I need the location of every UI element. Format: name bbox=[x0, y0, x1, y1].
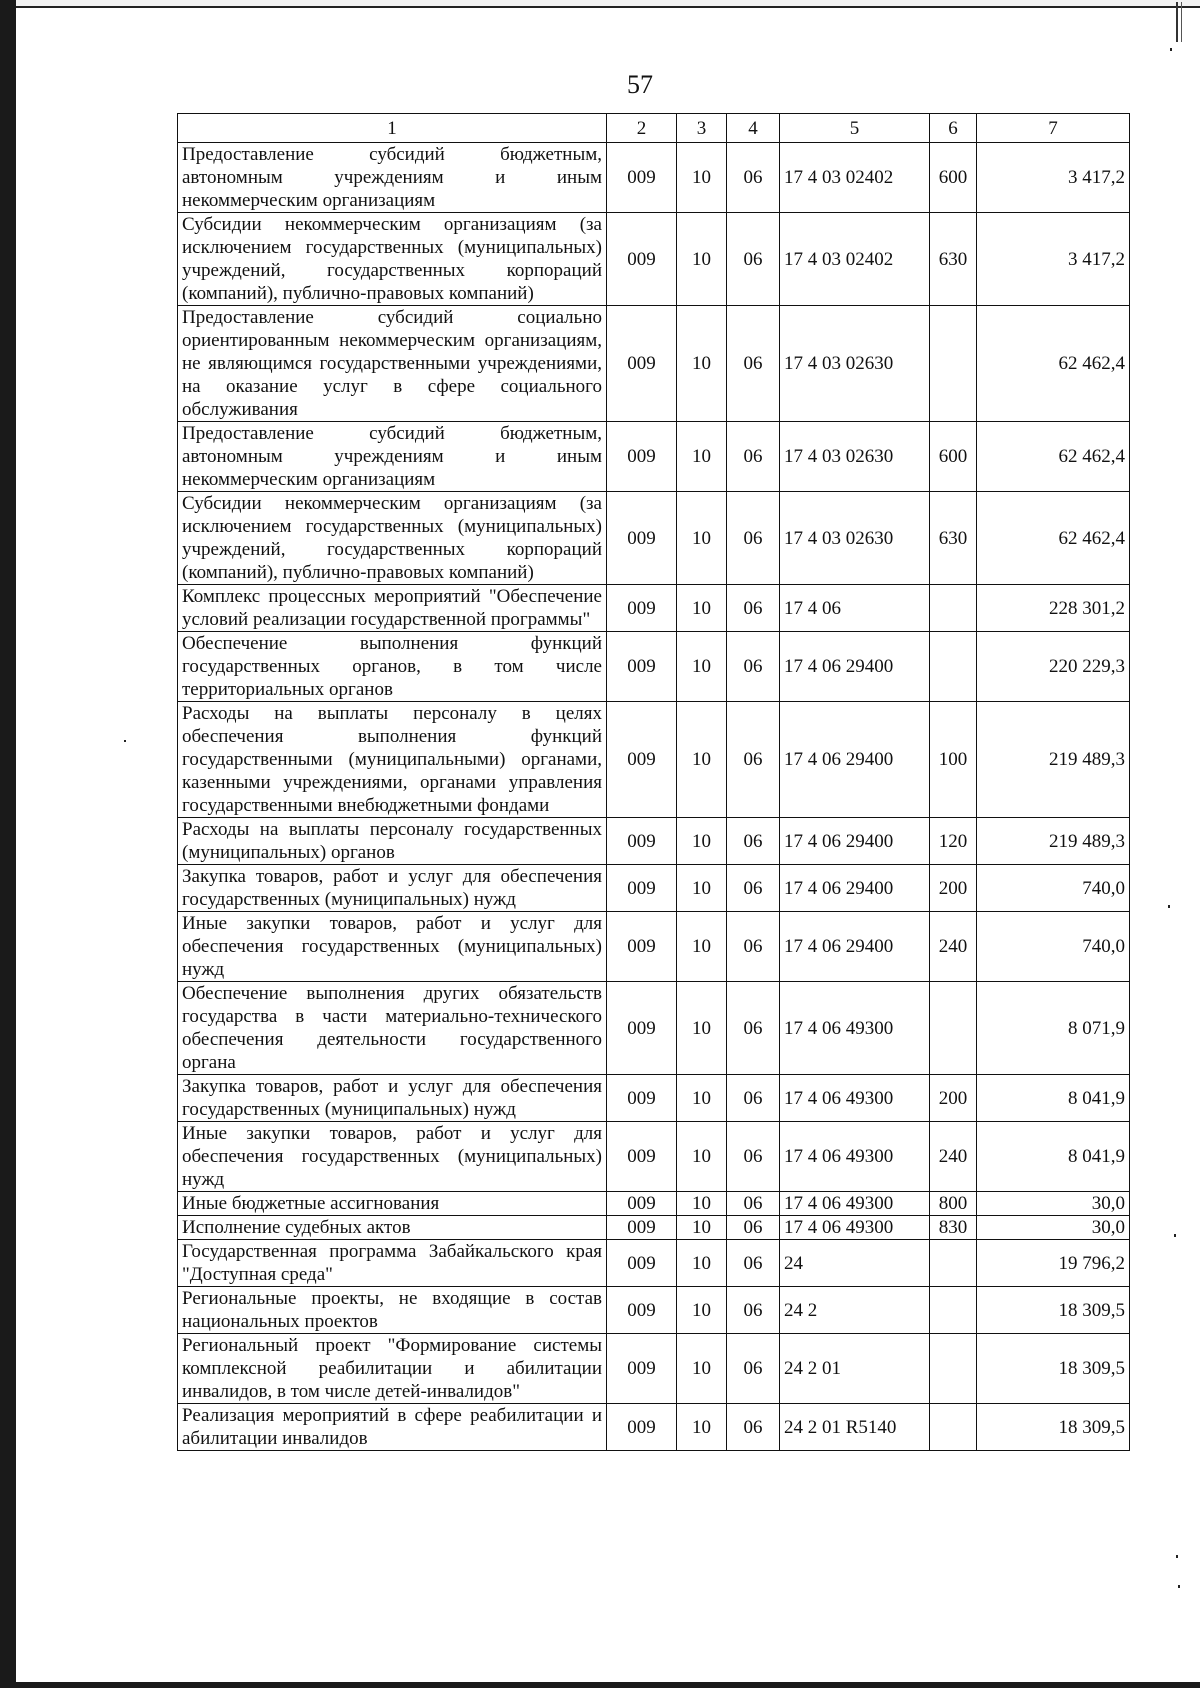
row-target-article-cell: 17 4 06 49300 bbox=[780, 1216, 930, 1240]
row-grbs-cell: 009 bbox=[607, 632, 677, 702]
row-name-cell: Предоставление субсидий бюджетным, автономным учреждениям и иным некоммерческим организациям bbox=[178, 143, 607, 213]
row-subsection-cell: 06 bbox=[727, 982, 780, 1075]
row-target-article-cell: 24 bbox=[780, 1240, 930, 1287]
row-grbs-cell: 009 bbox=[607, 912, 677, 982]
row-subsection-cell: 06 bbox=[727, 492, 780, 585]
row-section-cell: 10 bbox=[677, 422, 727, 492]
row-target-article-cell: 17 4 06 49300 bbox=[780, 1075, 930, 1122]
row-section-cell: 10 bbox=[677, 912, 727, 982]
row-section-cell: 10 bbox=[677, 1122, 727, 1192]
row-target-article-cell: 17 4 06 49300 bbox=[780, 1122, 930, 1192]
row-grbs-cell: 009 bbox=[607, 492, 677, 585]
row-name-cell: Региональные проекты, не входящие в состав национальных проектов bbox=[178, 1287, 607, 1334]
row-section-cell: 10 bbox=[677, 306, 727, 422]
row-grbs-cell: 009 bbox=[607, 865, 677, 912]
row-subsection-cell: 06 bbox=[727, 1192, 780, 1216]
table-row bbox=[178, 1240, 1130, 1287]
scan-speck bbox=[1174, 1234, 1176, 1237]
row-subsection-cell: 06 bbox=[727, 818, 780, 865]
row-section-cell: 10 bbox=[677, 1404, 727, 1451]
row-expense-type-cell bbox=[930, 585, 977, 632]
row-target-article-cell: 17 4 03 02402 bbox=[780, 143, 930, 213]
row-subsection-cell: 06 bbox=[727, 1287, 780, 1334]
column-header-4: 4 bbox=[727, 114, 780, 143]
row-expense-type-cell bbox=[930, 982, 977, 1075]
row-subsection-cell: 06 bbox=[727, 213, 780, 306]
column-header-5: 5 bbox=[780, 114, 930, 143]
row-subsection-cell: 06 bbox=[727, 1075, 780, 1122]
row-section-cell: 10 bbox=[677, 1240, 727, 1287]
row-name-cell: Комплекс процессных мероприятий "Обеспечение условий реализации государственной программы" bbox=[178, 585, 607, 632]
row-grbs-cell: 009 bbox=[607, 1404, 677, 1451]
row-name-cell: Иные закупки товаров, работ и услуг для обеспечения государственных (муниципальных) нужд bbox=[178, 1122, 607, 1192]
row-expense-type-cell: 600 bbox=[930, 422, 977, 492]
scan-left-edge bbox=[0, 0, 16, 1688]
row-section-cell: 10 bbox=[677, 702, 727, 818]
row-name-cell: Субсидии некоммерческим организациям (за исключением государственных (муниципальных) учреждений, государственных корпораций (компаний), публично-правовых компаний) bbox=[178, 492, 607, 585]
table-row bbox=[178, 982, 1130, 1075]
row-amount-cell: 62 462,4 bbox=[977, 306, 1130, 422]
table-row bbox=[178, 1404, 1130, 1451]
table-row bbox=[178, 213, 1130, 306]
row-grbs-cell: 009 bbox=[607, 1122, 677, 1192]
row-section-cell: 10 bbox=[677, 143, 727, 213]
row-name-cell: Обеспечение выполнения функций государственных органов, в том числе территориальных органов bbox=[178, 632, 607, 702]
row-grbs-cell: 009 bbox=[607, 422, 677, 492]
table-row bbox=[178, 632, 1130, 702]
row-grbs-cell: 009 bbox=[607, 585, 677, 632]
row-amount-cell: 30,0 bbox=[977, 1216, 1130, 1240]
row-subsection-cell: 06 bbox=[727, 1240, 780, 1287]
row-section-cell: 10 bbox=[677, 1192, 727, 1216]
row-name-cell: Исполнение судебных актов bbox=[178, 1216, 607, 1240]
row-name-cell: Иные закупки товаров, работ и услуг для обеспечения государственных (муниципальных) нужд bbox=[178, 912, 607, 982]
row-target-article-cell: 17 4 03 02630 bbox=[780, 422, 930, 492]
row-section-cell: 10 bbox=[677, 1075, 727, 1122]
table-row bbox=[178, 1216, 1130, 1240]
column-header-7: 7 bbox=[977, 114, 1130, 143]
row-expense-type-cell bbox=[930, 1240, 977, 1287]
row-grbs-cell: 009 bbox=[607, 306, 677, 422]
scan-binding-mark bbox=[1176, 2, 1182, 42]
scan-speck bbox=[1178, 1585, 1180, 1588]
row-expense-type-cell: 100 bbox=[930, 702, 977, 818]
row-target-article-cell: 17 4 06 29400 bbox=[780, 632, 930, 702]
row-grbs-cell: 009 bbox=[607, 1075, 677, 1122]
row-section-cell: 10 bbox=[677, 865, 727, 912]
row-expense-type-cell bbox=[930, 1404, 977, 1451]
row-amount-cell: 18 309,5 bbox=[977, 1404, 1130, 1451]
row-amount-cell: 18 309,5 bbox=[977, 1287, 1130, 1334]
row-name-cell: Региональный проект "Формирование системы комплексной реабилитации и абилитации инвалидов, в том числе детей-инвалидов" bbox=[178, 1334, 607, 1404]
table-row bbox=[178, 702, 1130, 818]
column-header-3: 3 bbox=[677, 114, 727, 143]
row-grbs-cell: 009 bbox=[607, 982, 677, 1075]
row-amount-cell: 19 796,2 bbox=[977, 1240, 1130, 1287]
row-subsection-cell: 06 bbox=[727, 1122, 780, 1192]
table-row bbox=[178, 1122, 1130, 1192]
scan-speck bbox=[1170, 48, 1172, 51]
row-expense-type-cell: 800 bbox=[930, 1192, 977, 1216]
scan-speck bbox=[1176, 1555, 1178, 1558]
table-row bbox=[178, 492, 1130, 585]
row-target-article-cell: 24 2 01 bbox=[780, 1334, 930, 1404]
scan-speck bbox=[124, 740, 126, 742]
row-expense-type-cell: 200 bbox=[930, 865, 977, 912]
table-row bbox=[178, 143, 1130, 213]
row-section-cell: 10 bbox=[677, 982, 727, 1075]
row-expense-type-cell: 830 bbox=[930, 1216, 977, 1240]
row-name-cell: Расходы на выплаты персоналу в целях обеспечения выполнения функций государственными (муниципальными) органами, казенными учреждениями, органами управления государственными внебюджетными фондами bbox=[178, 702, 607, 818]
row-amount-cell: 8 041,9 bbox=[977, 1122, 1130, 1192]
scan-bottom-edge bbox=[0, 1682, 1200, 1688]
row-expense-type-cell bbox=[930, 632, 977, 702]
row-subsection-cell: 06 bbox=[727, 1404, 780, 1451]
row-name-cell: Обеспечение выполнения других обязательств государства в части материально-технического обеспечения деятельности государственного органа bbox=[178, 982, 607, 1075]
row-target-article-cell: 17 4 06 29400 bbox=[780, 912, 930, 982]
row-grbs-cell: 009 bbox=[607, 1240, 677, 1287]
row-amount-cell: 62 462,4 bbox=[977, 422, 1130, 492]
row-grbs-cell: 009 bbox=[607, 1216, 677, 1240]
row-amount-cell: 228 301,2 bbox=[977, 585, 1130, 632]
row-expense-type-cell bbox=[930, 1287, 977, 1334]
row-section-cell: 10 bbox=[677, 1216, 727, 1240]
row-expense-type-cell: 240 bbox=[930, 912, 977, 982]
row-amount-cell: 8 041,9 bbox=[977, 1075, 1130, 1122]
table-header-row bbox=[178, 114, 1130, 143]
page-number: 57 bbox=[627, 70, 653, 99]
row-subsection-cell: 06 bbox=[727, 1334, 780, 1404]
row-amount-cell: 30,0 bbox=[977, 1192, 1130, 1216]
row-amount-cell: 740,0 bbox=[977, 912, 1130, 982]
row-subsection-cell: 06 bbox=[727, 1216, 780, 1240]
column-header-1: 1 bbox=[178, 114, 607, 143]
row-name-cell: Государственная программа Забайкальского края "Доступная среда" bbox=[178, 1240, 607, 1287]
row-target-article-cell: 24 2 01 R5140 bbox=[780, 1404, 930, 1451]
row-name-cell: Закупка товаров, работ и услуг для обеспечения государственных (муниципальных) нужд bbox=[178, 865, 607, 912]
row-section-cell: 10 bbox=[677, 632, 727, 702]
row-amount-cell: 18 309,5 bbox=[977, 1334, 1130, 1404]
column-header-2: 2 bbox=[607, 114, 677, 143]
table-row bbox=[178, 422, 1130, 492]
row-grbs-cell: 009 bbox=[607, 1192, 677, 1216]
row-amount-cell: 3 417,2 bbox=[977, 143, 1130, 213]
row-subsection-cell: 06 bbox=[727, 306, 780, 422]
row-section-cell: 10 bbox=[677, 1334, 727, 1404]
budget-table bbox=[177, 113, 1130, 1451]
table-row bbox=[178, 912, 1130, 982]
row-subsection-cell: 06 bbox=[727, 422, 780, 492]
row-section-cell: 10 bbox=[677, 213, 727, 306]
row-grbs-cell: 009 bbox=[607, 143, 677, 213]
row-expense-type-cell: 240 bbox=[930, 1122, 977, 1192]
row-amount-cell: 62 462,4 bbox=[977, 492, 1130, 585]
row-expense-type-cell: 200 bbox=[930, 1075, 977, 1122]
table-row bbox=[178, 1287, 1130, 1334]
row-expense-type-cell bbox=[930, 1334, 977, 1404]
row-grbs-cell: 009 bbox=[607, 213, 677, 306]
row-target-article-cell: 17 4 06 29400 bbox=[780, 865, 930, 912]
row-expense-type-cell: 600 bbox=[930, 143, 977, 213]
row-amount-cell: 3 417,2 bbox=[977, 213, 1130, 306]
row-subsection-cell: 06 bbox=[727, 865, 780, 912]
row-subsection-cell: 06 bbox=[727, 632, 780, 702]
row-target-article-cell: 17 4 03 02402 bbox=[780, 213, 930, 306]
row-grbs-cell: 009 bbox=[607, 1287, 677, 1334]
row-grbs-cell: 009 bbox=[607, 818, 677, 865]
row-target-article-cell: 17 4 03 02630 bbox=[780, 306, 930, 422]
row-section-cell: 10 bbox=[677, 585, 727, 632]
row-amount-cell: 8 071,9 bbox=[977, 982, 1130, 1075]
row-expense-type-cell: 630 bbox=[930, 492, 977, 585]
row-amount-cell: 219 489,3 bbox=[977, 702, 1130, 818]
column-header-6: 6 bbox=[930, 114, 977, 143]
row-target-article-cell: 17 4 06 29400 bbox=[780, 702, 930, 818]
table-row bbox=[178, 818, 1130, 865]
row-expense-type-cell bbox=[930, 306, 977, 422]
scan-top-edge bbox=[0, 0, 1200, 8]
row-subsection-cell: 06 bbox=[727, 143, 780, 213]
row-amount-cell: 219 489,3 bbox=[977, 818, 1130, 865]
row-target-article-cell: 17 4 06 49300 bbox=[780, 1192, 930, 1216]
row-section-cell: 10 bbox=[677, 1287, 727, 1334]
row-name-cell: Закупка товаров, работ и услуг для обеспечения государственных (муниципальных) нужд bbox=[178, 1075, 607, 1122]
row-name-cell: Субсидии некоммерческим организациям (за исключением государственных (муниципальных) учреждений, государственных корпораций (компаний), публично-правовых компаний) bbox=[178, 213, 607, 306]
row-grbs-cell: 009 bbox=[607, 702, 677, 818]
row-name-cell: Предоставление субсидий социально ориентированным некоммерческим организациям, не являющимся государственными учреждениями, на оказание услуг в сфере социального обслуживания bbox=[178, 306, 607, 422]
row-amount-cell: 740,0 bbox=[977, 865, 1130, 912]
row-target-article-cell: 24 2 bbox=[780, 1287, 930, 1334]
row-subsection-cell: 06 bbox=[727, 912, 780, 982]
table-row bbox=[178, 306, 1130, 422]
table-row bbox=[178, 1334, 1130, 1404]
row-target-article-cell: 17 4 06 49300 bbox=[780, 982, 930, 1075]
row-expense-type-cell: 630 bbox=[930, 213, 977, 306]
row-section-cell: 10 bbox=[677, 492, 727, 585]
row-target-article-cell: 17 4 06 bbox=[780, 585, 930, 632]
row-name-cell: Предоставление субсидий бюджетным, автономным учреждениям и иным некоммерческим организациям bbox=[178, 422, 607, 492]
row-section-cell: 10 bbox=[677, 818, 727, 865]
row-name-cell: Реализация мероприятий в сфере реабилитации и абилитации инвалидов bbox=[178, 1404, 607, 1451]
row-grbs-cell: 009 bbox=[607, 1334, 677, 1404]
table-row bbox=[178, 1075, 1130, 1122]
table-row bbox=[178, 865, 1130, 912]
row-subsection-cell: 06 bbox=[727, 702, 780, 818]
row-expense-type-cell: 120 bbox=[930, 818, 977, 865]
row-subsection-cell: 06 bbox=[727, 585, 780, 632]
row-name-cell: Расходы на выплаты персоналу государственных (муниципальных) органов bbox=[178, 818, 607, 865]
table-row bbox=[178, 1192, 1130, 1216]
table-row bbox=[178, 585, 1130, 632]
scan-speck bbox=[1168, 905, 1170, 908]
row-name-cell: Иные бюджетные ассигнования bbox=[178, 1192, 607, 1216]
row-target-article-cell: 17 4 03 02630 bbox=[780, 492, 930, 585]
row-amount-cell: 220 229,3 bbox=[977, 632, 1130, 702]
row-target-article-cell: 17 4 06 29400 bbox=[780, 818, 930, 865]
